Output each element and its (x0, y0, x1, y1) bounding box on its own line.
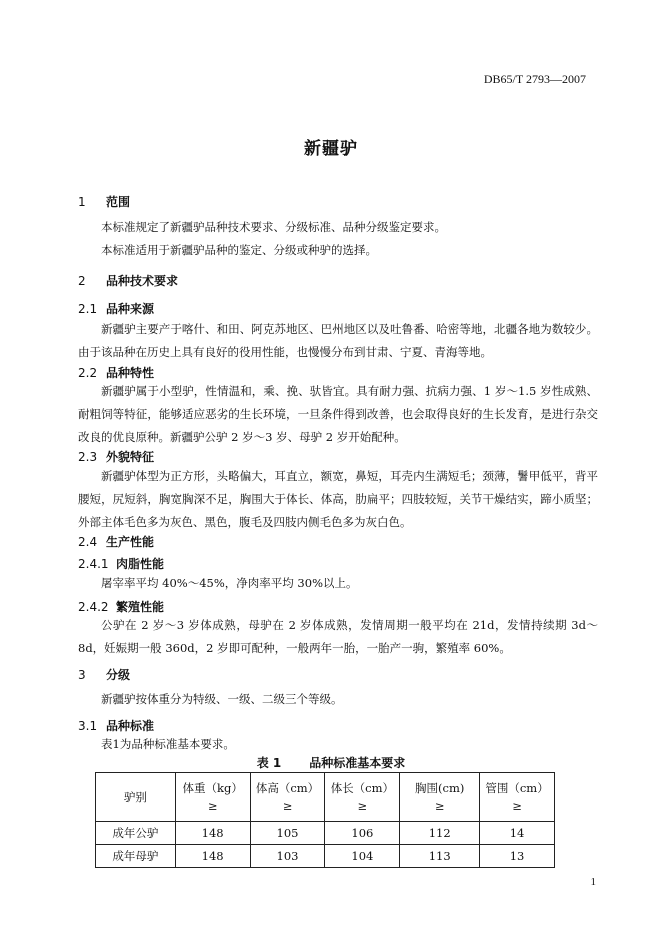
section-2-4-2-heading (78, 598, 164, 615)
section-title: 范围 (106, 195, 131, 209)
table-cell: 148 (175, 822, 250, 845)
table-header-row (96, 773, 555, 822)
section-title: 品种技术要求 (106, 274, 179, 288)
table-cell: 成年公驴 (96, 822, 176, 845)
header-cell-weight: 体重（kg） ≥ (175, 773, 250, 822)
section-2-1-heading (78, 300, 154, 317)
section-2-3-heading (78, 448, 154, 465)
section-2-1-paragraph: 新疆驴主要产于喀什、和田、阿克苏地区、巴州地区以及吐鲁番、哈密等地，北疆各地为数较少。由于该品种在历史上具有良好的役用性能，也慢慢分布到甘肃、宁夏、青海等地。 (78, 322, 598, 359)
section-number: 3.1 (78, 719, 98, 733)
section-3-1-heading (78, 717, 154, 734)
section-1-paragraph-1: 本标准规定了新疆驴品种技术要求、分级标准、品种分级鉴定要求。 (101, 220, 446, 234)
section-number: 3 (78, 668, 86, 682)
table-cell: 112 (400, 822, 480, 845)
table-cell: 14 (480, 822, 555, 845)
section-title: 品种标准 (106, 719, 155, 733)
header-cell-chest-girth: 胸围(cm) ≥ (400, 773, 480, 822)
section-number: 2.4 (78, 535, 98, 549)
section-title: 品种特性 (106, 366, 155, 380)
header-cell-cannon-girth: 管围（cm） ≥ (480, 773, 555, 822)
table-caption (0, 754, 662, 771)
table-cell: 104 (325, 845, 400, 868)
section-2-4-1-paragraph: 屠宰率平均 40%～45%，净肉率平均 30%以上。 (101, 576, 358, 590)
page-number: 1 (590, 876, 596, 888)
section-3-paragraph: 新疆驴按体重分为特级、一级、二级三个等级。 (101, 692, 343, 706)
table-caption-number: 表 1 (256, 756, 282, 770)
section-title: 品种来源 (106, 302, 155, 316)
section-2-2-paragraph: 新疆驴属于小型驴，性情温和，乘、挽、驮皆宜。具有耐力强、抗病力强、1 岁～1.5 岁性成熟、耐粗饲等特征，能够适应恶劣的生长环境，一旦条件得到改善，也会取得良好的生长发育，是进行杂交改良的优良原种。新疆驴公驴 2 岁～3 岁、母驴 2 岁开始配种。 (78, 384, 598, 444)
section-title: 分级 (106, 668, 131, 682)
header-cell-height: 体高（cm） ≥ (250, 773, 325, 822)
section-title: 外貌特征 (106, 450, 155, 464)
section-number: 2.4.2 (78, 600, 109, 614)
section-2-4-1-heading (78, 555, 164, 572)
section-number: 2 (78, 274, 86, 288)
section-1-heading (78, 193, 130, 210)
section-2-2-heading (78, 364, 154, 381)
table-row (96, 845, 555, 868)
section-2-heading (78, 272, 178, 289)
header-cell-length: 体长（cm） ≥ (325, 773, 400, 822)
section-number: 2.1 (78, 302, 98, 316)
standard-requirements-table (95, 772, 555, 868)
standard-code: DB65/T 2793—2007 (483, 72, 586, 86)
table-cell: 成年母驴 (96, 845, 176, 868)
section-number: 2.4.1 (78, 557, 109, 571)
section-2-3-paragraph: 新疆驴体型为正方形，头略偏大，耳直立，额宽，鼻短，耳壳内生满短毛；颈薄，鬐甲低平，背平腰短，尻短斜，胸宽胸深不足，胸围大于体长、体高，肋扁平；四肢较短，关节干燥结实，蹄小质坚；外部主体毛色多为灰色、黑色，腹毛及四肢内侧毛色多为灰白色。 (78, 469, 598, 529)
section-number: 2.3 (78, 450, 98, 464)
table-cell: 13 (480, 845, 555, 868)
section-2-4-heading (78, 533, 154, 550)
table-cell: 113 (400, 845, 480, 868)
table-caption-title: 品种标准基本要求 (309, 756, 406, 770)
section-3-heading (78, 666, 130, 683)
section-number: 1 (78, 195, 86, 209)
section-2-4-2-paragraph: 公驴在 2 岁～3 岁体成熟，母驴在 2 岁体成熟，发情周期一般平均在 21d，发情持续期 3d～8d，妊娠期一般 360d，2 岁即可配种，一般两年一胎，一胎产一驹，繁殖率 60%。 (78, 618, 598, 655)
table-cell: 106 (325, 822, 400, 845)
section-number: 2.2 (78, 366, 98, 380)
section-3-1-paragraph: 表1为品种标准基本要求。 (101, 737, 235, 751)
section-title: 肉脂性能 (116, 557, 165, 571)
section-1-paragraph-2: 本标准适用于新疆驴品种的鉴定、分级或种驴的选择。 (101, 243, 377, 257)
section-title: 生产性能 (106, 535, 155, 549)
table-cell: 148 (175, 845, 250, 868)
header-cell-type: 驴别 (96, 773, 176, 822)
section-title: 繁殖性能 (116, 600, 165, 614)
table-cell: 103 (250, 845, 325, 868)
document-title: 新疆驴 (304, 139, 358, 159)
table-row (96, 822, 555, 845)
table-cell: 105 (250, 822, 325, 845)
